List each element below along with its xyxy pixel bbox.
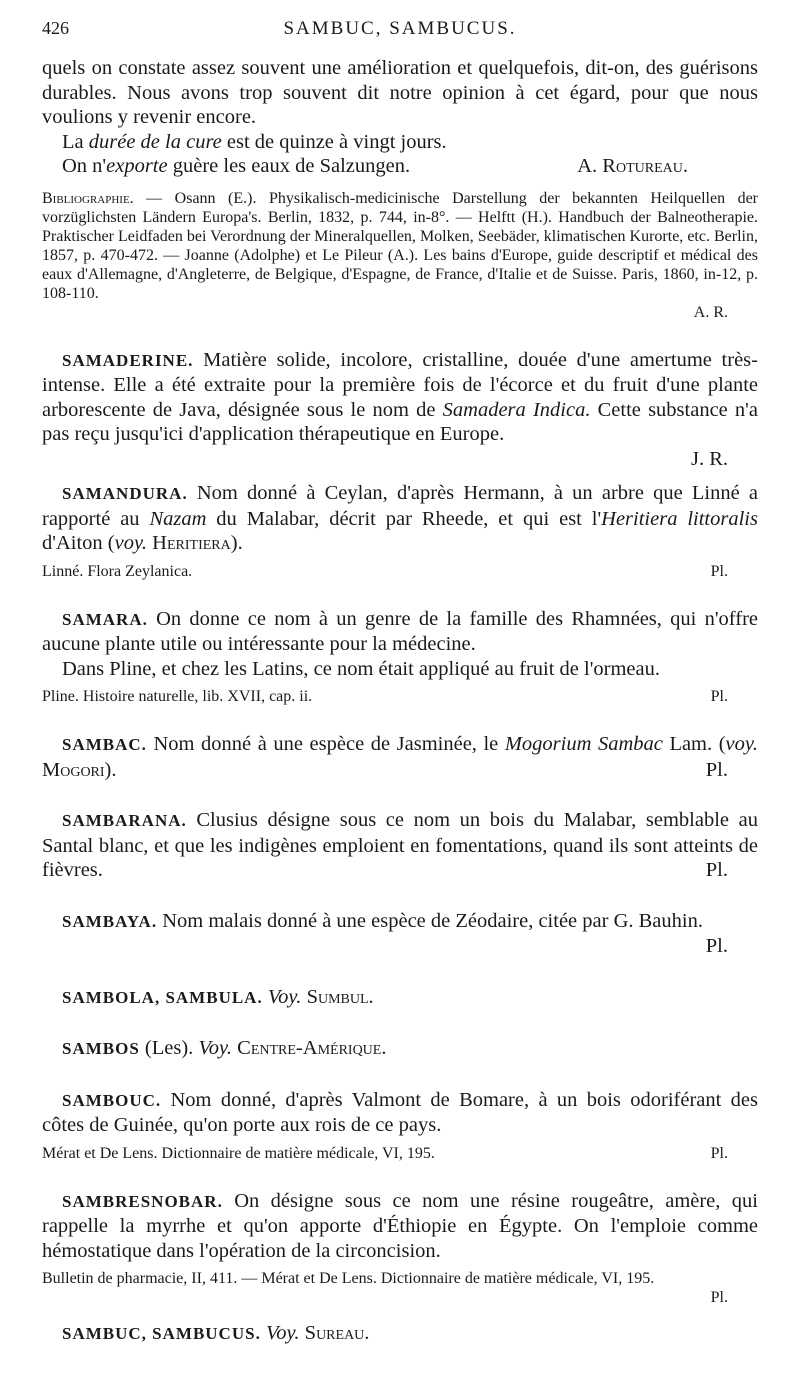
entry-sambuc: SAMBUC, SAMBUCUS. Voy. Sureau. — [62, 1322, 370, 1344]
entry-sambresnobar: SAMBRESNOBAR. On désigne sous ce nom une résine rougeâtre, amère, qui rappelle la myrrhe et qu'on apporte d'Éthiopie en Égypte. On l'emploie comme hémostatique dans l'opération de la circoncision. Bulletin de pharmacie, II, 411. — Mérat et De Lens. Dictionnaire de matière médicale, VI, 195. Pl. — [42, 1189, 758, 1306]
exporte-line: On n'exporte guère les eaux de Salzungen. A. Rotureau. — [62, 155, 688, 177]
headword: SAMBOUC. — [62, 1090, 162, 1110]
headword: SAMBAC. — [62, 735, 147, 754]
headword: SAMBUC, SAMBUCUS. — [62, 1324, 261, 1343]
page-header — [42, 18, 758, 52]
duree-line: La durée de la cure est de quinze à vingt jours. — [62, 130, 447, 153]
headword: SAMADERINE. — [62, 350, 194, 370]
headword: SAMBAYA. — [62, 911, 158, 931]
entry-reference: Linné. Flora Zeylanica. Pl. — [42, 562, 728, 580]
entry-sambola: SAMBOLA, SAMBULA. Voy. Sumbul. — [62, 985, 374, 1008]
entry-reference: Pline. Histoire naturelle, lib. XVII, cap. ii. Pl. — [42, 688, 728, 705]
headword: SAMBOS — [62, 1039, 140, 1058]
entry-signature: Pl. — [705, 758, 728, 781]
bibliography-text: — Osann (E.). Physikalisch-medicinische Darstellung der bekannten Heilquellen der vorzüglichsten Ländern Europa's. Berlin, 1832, p. 744, in-8°. — Helftt (H.). Handbuch der Balneotherapie. Praktischer Leidfaden bei Verordnung der Mineralquellen, Molken, Seebäder, klimatischen Kurorte, etc. Berlin, 1857, p. 470-472. — Joanne (Adolphe) et Le Pileur (A.). Les bains d'Europe, guide descriptif et médical des eaux d'Allemagne, d'Angleterre, de Belgique, d'Espagne, de France, d'Italie et de Suisse. Paris, 1860, in-12, p. 108-110. — [42, 189, 758, 302]
entry-signature: Pl. — [705, 935, 728, 957]
bibliography-signature: A. R. — [693, 303, 728, 321]
headword: SAMBRESNOBAR. — [62, 1191, 223, 1211]
headword: SAMARA. — [62, 609, 148, 629]
author-signature: A. Rotureau. — [577, 155, 688, 177]
entry-samandura: SAMANDURA. Nom donné à Ceylan, d'après Hermann, à un arbre que Linné a rapporté au Nazam du Malabar, décrit par Rheede, et qui est l'Heritiera littoralis d'Aiton (voy. Heritiera). Linné. Flora Zeylanica. Pl. — [42, 482, 758, 580]
entry-signature: Pl. — [710, 1289, 728, 1306]
entry-sambos: SAMBOS (Les). Voy. Centre-Amérique. — [62, 1037, 387, 1059]
intro-paragraph: quels on constate assez souvent une amélioration et quelquefois, dit-on, des guérisons durables. Nous avons trop souvent dit notre opinion à cet égard, pour que nous voulions y revenir encore. — [42, 57, 758, 128]
entry-sambaya: SAMBAYA. Nom malais donné à une espèce de Zéodaire, citée par G. Bauhin. Pl. — [62, 909, 728, 957]
entry-reference: Mérat et De Lens. Dictionnaire de matière médicale, VI, 195. Pl. — [42, 1144, 728, 1162]
running-head: SAMBUC, SAMBUCUS. — [283, 18, 517, 39]
entry-sambac: SAMBAC. Nom donné à une espèce de Jasminée, le Mogorium Sambac Lam. (voy. Mogori). Pl. — [42, 733, 758, 781]
entry-samara: SAMARA. On donne ce nom à un genre de la famille des Rhamnées, qui n'offre aucune plante utile ou intéressante pour la médecine. Dans Pline, et chez les Latins, ce nom était appliqué au fruit de l'ormeau. Pline. Histoire naturelle, lib. XVII, cap. ii. Pl. — [42, 607, 758, 705]
entry-reference: Bulletin de pharmacie, II, 411. — Mérat et De Lens. Dictionnaire de matière médicale, VI, 195. — [42, 1270, 655, 1287]
page-number: 426 — [42, 18, 69, 38]
entry-signature: Pl. — [705, 859, 728, 881]
bibliography — [42, 189, 758, 322]
entry-samboue: SAMBOUC. Nom donné, d'après Valmont de Bomare, à un bois odoriférant des côtes de Guinée, qu'on porte aux rois de ce pays. Mérat et De Lens. Dictionnaire de matière médicale, VI, 195. Pl. — [42, 1088, 758, 1162]
intro-section — [42, 56, 758, 179]
headword: SAMBOLA, SAMBULA. — [62, 987, 263, 1007]
bibliography-label: Bibliographie. — [42, 189, 134, 207]
entry-samaderine: SAMADERINE. Matière solide, incolore, cristalline, douée d'une amertume très-intense. Elle a été extraite pour la première fois de l'écorce et du fruit d'une plante arborescente de Java, désignée sous le nom de Samadera Indica. Cette substance n'a pas reçu jusqu'ici d'application thérapeutique en Europe. J. R. — [42, 348, 758, 470]
entry-sambarana: SAMBARANA. Clusius désigne sous ce nom un bois du Malabar, semblable au Santal blanc, et que les indigènes emploient en fomentations, quand ils sont atteints de fièvres. Pl. — [42, 809, 758, 881]
headword: SAMANDURA. — [62, 484, 188, 503]
headword: SAMBARANA. — [62, 811, 187, 830]
entry-signature: J. R. — [690, 447, 728, 470]
